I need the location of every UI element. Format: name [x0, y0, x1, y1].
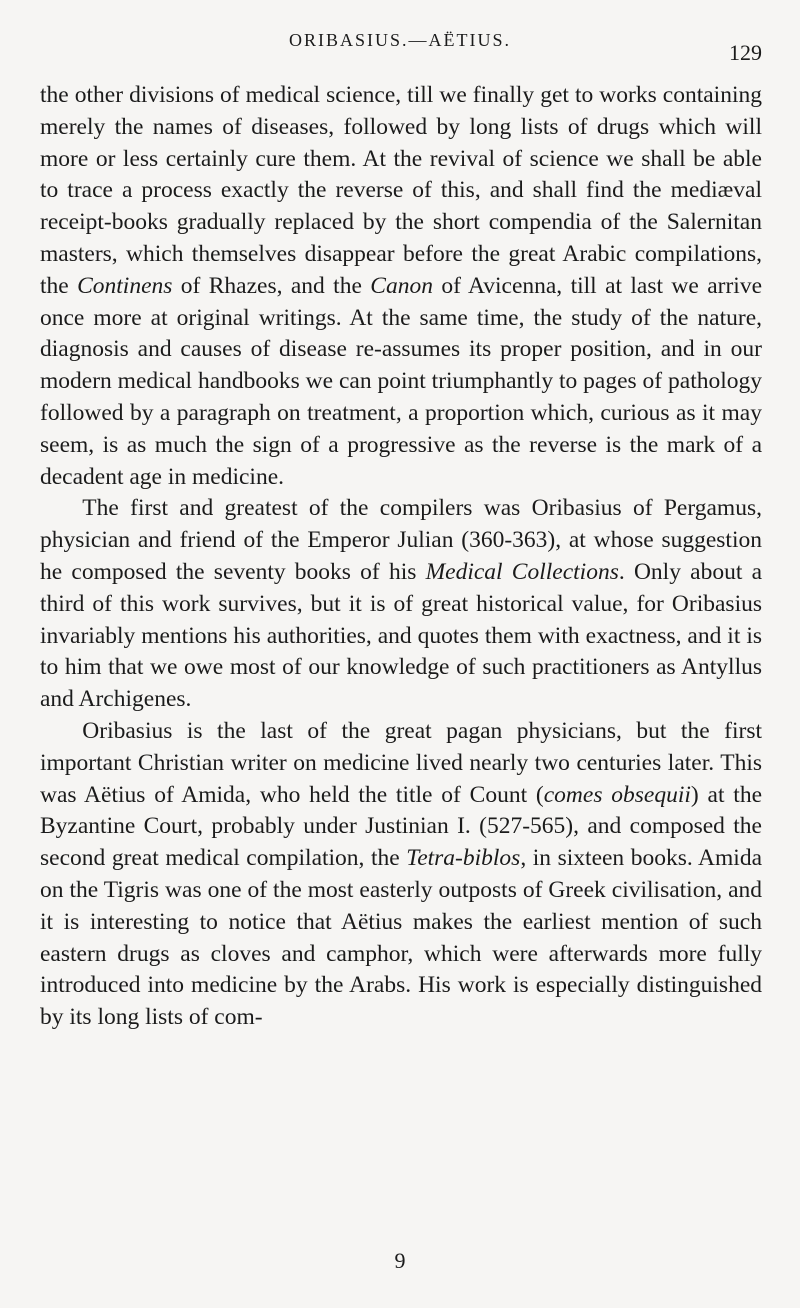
text-segment: Oribasius is the last of the great pagan physicians, but the first important Christian writer on medicine lived nearly two centuries later. This was Aëtius of Amida, who held the title of Count ( [40, 717, 762, 808]
italic-title: Canon [370, 272, 433, 299]
italic-title: Tetra-biblos [406, 845, 521, 872]
page-number: 129 [729, 40, 762, 65]
body-text [40, 80, 762, 1034]
paragraph [40, 493, 762, 716]
paragraph [40, 716, 762, 1034]
italic-phrase: comes obsequii [543, 781, 691, 808]
text-segment: . Only about a third of this work survives, but it is of great historical value, for Oribasius invariably mentions his authorities, and quotes them with exactness, and it is to him that we owe most of our knowledge of such practitioners as Antyllus and Archigenes. [40, 558, 763, 713]
italic-title: Continens [77, 272, 173, 299]
text-segment: , in sixteen books. Amida on the Tigris was one of the most easterly outposts of Greek civilisation, and it is interesting to notice that Aëtius makes the earliest mention of such eastern drugs as cloves and camphor, which were afterwards more fully introduced into medicine by the Arabs. His work is especially distinguished by its long lists of com- [40, 845, 762, 1031]
text-segment: of Avicenna, till at last we arrive once more at original writings. At the same time, the study of the nature, diagnosis and causes of disease re-assumes its proper position, and in our modern medical handbooks we can point triumphantly to pages of pathology followed by a paragraph on treatment, a proportion which, curious as it may seem, is as much the sign of a progressive as the reverse is the mark of a decadent age in medicine. [40, 272, 762, 490]
running-title: ORIBASIUS.—AËTIUS. [288, 30, 511, 50]
italic-title: Medical Collections [425, 558, 619, 585]
signature-mark: 9 [394, 1248, 406, 1273]
text-segment: the other divisions of medical science, till we finally get to works containing merely the names of diseases, followed by long lists of drugs which will more or less certainly cure them. At the revival of science we shall be able to trace a process exactly the reverse of this, and shall find the mediæval receipt-books gradually replaced by the short compendia of the Salernitan masters, which themselves disappear before the great Arabic compilations, the [40, 82, 762, 299]
text-segment: The first and greatest of the compilers was Oribasius of Pergamus, physician and friend of the Emperor Julian (360-363), at whose suggestion he composed the seventy books of his [40, 495, 762, 585]
text-segment: of Rhazes, and the [172, 272, 371, 299]
text-segment: ) at the Byzantine Court, probably under Justinian I. (527-565), and composed the second great medical compilation, the [40, 781, 762, 872]
paragraph [40, 80, 762, 493]
